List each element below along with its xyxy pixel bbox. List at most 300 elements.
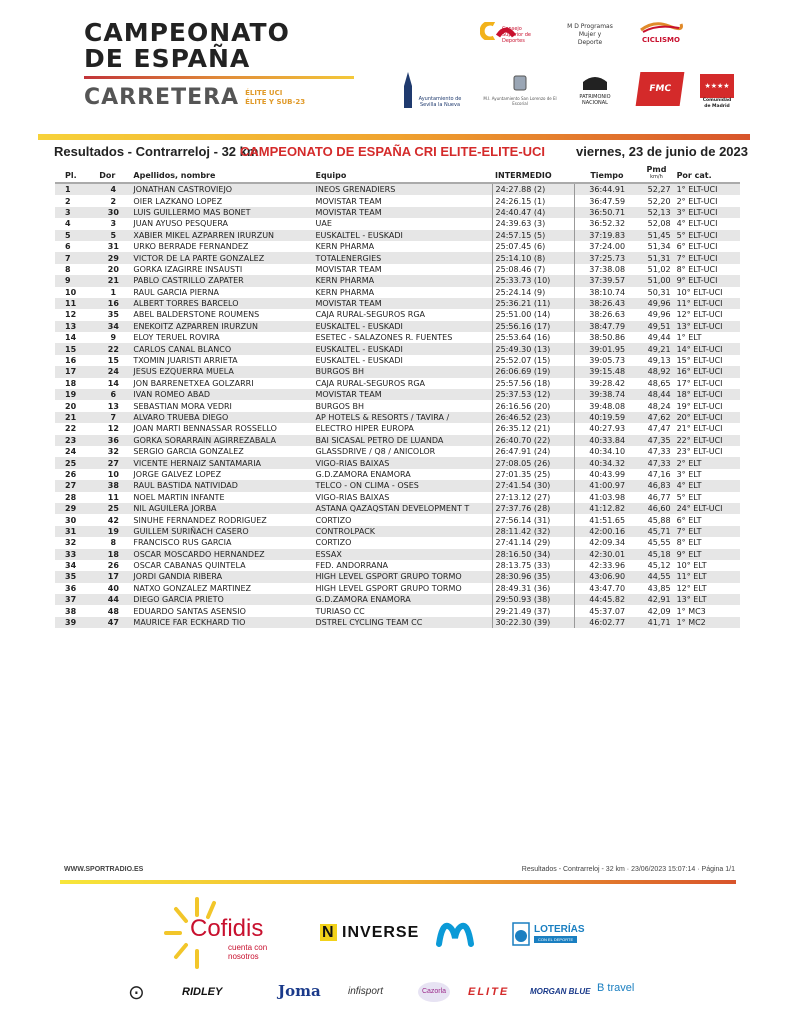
cell-category: 15° ELT-UCI — [676, 356, 723, 366]
logo-mujer-deporte: M D Programas Mujer y Deporte — [567, 23, 613, 46]
cell-rider-name: URKO BERRADE FERNANDEZ — [133, 242, 249, 252]
cell-bib: 15 — [107, 356, 119, 366]
cell-category: 1° MC2 — [674, 617, 740, 628]
cell-intermediate: 25:53.64 (16) — [492, 332, 574, 343]
cell-rider-name: OIER LAZKANO LOPEZ — [133, 196, 223, 206]
cell-intermediate: 28:11.42 (32) — [492, 526, 574, 537]
cell-avg-speed: 52,20 — [647, 196, 671, 206]
cell-time: 42:30.01 — [575, 549, 640, 560]
cell-team: AP HOTELS & RESORTS / TAVIRA / — [312, 412, 492, 423]
cell-team: VIGO-RIAS BAIXAS — [315, 492, 390, 502]
cell-avg-speed: 45,71 — [639, 526, 673, 537]
cell-time: 41:00.97 — [575, 480, 640, 491]
cell-rider-name: JON BARRENETXEA GOLZARRI — [133, 378, 254, 388]
cell-avg-speed: 51,00 — [639, 275, 673, 286]
cell-team: ASTANA QAZAQSTAN DEVELOPMENT T — [312, 503, 492, 514]
cell-category: 3° ELT — [676, 469, 702, 479]
cell-category: 9° ELT — [674, 549, 740, 560]
cell-rider-name: JUAN AYUSO PESQUERA — [133, 219, 229, 229]
cell-category: 16° ELT-UCI — [674, 366, 740, 377]
cell-time: 36:52.32 — [575, 218, 640, 229]
sponsor-joma: Joma — [278, 982, 321, 1000]
cell-avg-speed: 47,35 — [639, 435, 673, 446]
cell-time: 36:47.59 — [575, 195, 640, 206]
cell-category: 10° ELT-UCI — [676, 287, 723, 297]
cell-rider-name: ELOY TERUEL ROVIRA — [133, 333, 220, 343]
cell-rider-name: GORKA SORARRAIN AGIRREZABALA — [130, 435, 312, 446]
sponsor-ridley: RIDLEY — [182, 986, 223, 998]
cell-avg-speed: 45,88 — [647, 515, 671, 525]
table-row — [55, 605, 740, 616]
cell-intermediate: 25:51.00 (14) — [492, 309, 574, 320]
cell-position: 39 — [55, 617, 96, 628]
cell-rider-name: NOEL MARTIN INFANTE — [133, 492, 225, 502]
cell-avg-speed: 50,31 — [647, 287, 671, 297]
cell-rider-name: NATXO GONZALEZ MARTINEZ — [133, 583, 252, 593]
cell-category: 23° ELT-UCI — [676, 447, 723, 457]
cell-position: 10 — [65, 287, 77, 297]
cell-position: 17 — [55, 366, 96, 377]
cell-team: G.D.ZAMORA ENAMORA — [315, 469, 411, 479]
cell-avg-speed: 48,44 — [639, 389, 673, 400]
cell-intermediate: 27:56.14 (31) — [492, 514, 574, 525]
results-body — [55, 183, 740, 628]
cell-time: 42:33.96 — [575, 560, 640, 571]
cell-position: 19 — [55, 389, 96, 400]
cell-team: G.D.ZAMORA ENAMORA — [312, 594, 492, 605]
cell-position: 13 — [55, 321, 96, 332]
cell-team: UAE — [315, 219, 332, 229]
cell-category: 7° ELT — [674, 526, 740, 537]
cell-rider-name: SEBASTIAN MORA VEDRI — [133, 401, 232, 411]
cell-intermediate: 28:13.75 (33) — [492, 560, 574, 571]
cell-category: 13° ELT — [674, 594, 740, 605]
logo-fmc: FMC — [636, 72, 685, 106]
sponsor-elite: ELITE — [468, 986, 510, 998]
cell-category: 6° ELT-UCI — [676, 242, 718, 252]
cell-time: 39:05.73 — [575, 355, 640, 366]
cell-intermediate: 25:08.46 (7) — [492, 264, 574, 275]
cell-position: 8 — [65, 264, 71, 274]
cell-position: 22 — [65, 424, 77, 434]
cell-intermediate: 26:46.52 (23) — [492, 412, 574, 423]
cell-position: 20 — [65, 401, 77, 411]
cell-category: 4° ELT-UCI — [676, 219, 718, 229]
cell-time: 42:09.34 — [575, 537, 640, 548]
cell-intermediate: 25:33.73 (10) — [492, 275, 574, 286]
cell-time: 37:24.00 — [575, 241, 640, 252]
cell-team: EUSKALTEL - EUSKADI — [315, 356, 403, 366]
cell-position: 5 — [55, 230, 96, 241]
cell-team: MOVISTAR TEAM — [315, 264, 382, 274]
cell-bib: 32 — [107, 447, 119, 457]
cell-time: 41:03.98 — [575, 492, 640, 503]
cell-time: 41:12.82 — [575, 503, 640, 514]
sponsor-inverse: N INVERSE — [322, 924, 420, 941]
cell-rider-name: TXOMIN JUARISTI ARRIETA — [133, 356, 238, 366]
sponsor-movistar — [436, 920, 474, 953]
cell-position: 4 — [65, 219, 71, 229]
cell-time: 38:26.63 — [575, 309, 640, 320]
table-row — [55, 412, 740, 423]
cell-position: 21 — [55, 412, 96, 423]
cell-position: 28 — [65, 492, 77, 502]
cell-position: 14 — [65, 333, 77, 343]
cell-time: 36:44.91 — [575, 183, 640, 195]
cell-intermediate: 26:06.69 (19) — [492, 366, 574, 377]
table-header-row — [55, 163, 740, 183]
cell-time: 39:48.08 — [575, 400, 640, 411]
cell-avg-speed: 52,08 — [647, 219, 671, 229]
cell-position: 16 — [65, 356, 77, 366]
cell-category: 8° ELT-UCI — [676, 264, 718, 274]
speed-unit: km/h — [650, 174, 663, 180]
cell-bib: 30 — [96, 207, 130, 218]
cell-category: 12° ELT-UCI — [676, 310, 723, 320]
cell-bib: 36 — [96, 435, 130, 446]
cell-avg-speed: 49,21 — [639, 343, 673, 354]
cell-time: 42:00.16 — [575, 526, 640, 537]
cell-avg-speed: 45,55 — [647, 538, 671, 548]
col-bib: Dor — [96, 163, 130, 183]
cell-intermediate: 25:52.07 (15) — [492, 355, 574, 366]
sponsor-infisport: infisport — [348, 986, 384, 997]
cell-avg-speed: 47,16 — [647, 469, 671, 479]
table-row — [55, 298, 740, 309]
cell-rider-name: ENEKOITZ AZPARREN IRURZUN — [130, 321, 312, 332]
cell-position: 36 — [65, 583, 77, 593]
cell-bib: 18 — [96, 549, 130, 560]
cell-bib: 24 — [96, 366, 130, 377]
cell-team: MOVISTAR TEAM — [312, 298, 492, 309]
cell-rider-name: SINUHE FERNANDEZ RODRIGUEZ — [133, 515, 267, 525]
table-row — [55, 378, 740, 389]
cell-category: 21° ELT-UCI — [676, 424, 723, 434]
cell-bib: 47 — [96, 617, 130, 628]
sponsor-cazorla: Cazorla — [418, 982, 450, 1002]
cell-intermediate: 25:37.53 (12) — [492, 389, 574, 400]
table-row — [55, 435, 740, 446]
championship-title: CAMPEONATO DE ESPAÑA CRI ELITE-ELITE-UCI — [240, 144, 546, 159]
table-row — [55, 309, 740, 320]
cell-position: 2 — [65, 196, 71, 206]
cell-bib: 13 — [107, 401, 119, 411]
cell-position: 32 — [65, 538, 77, 548]
cell-bib: 4 — [96, 183, 130, 195]
cell-avg-speed: 49,13 — [647, 356, 671, 366]
cell-category: 3° ELT-UCI — [674, 207, 740, 218]
cell-team: BURGOS BH — [315, 401, 365, 411]
cell-bib: 26 — [107, 561, 119, 571]
cell-position: 37 — [55, 594, 96, 605]
cell-bib: 22 — [96, 343, 130, 354]
table-row — [55, 583, 740, 594]
table-row — [55, 264, 740, 275]
cell-rider-name: VICENTE HERNAIZ SANTAMARIA — [130, 457, 312, 468]
cell-team: ELECTRO HIPER EUROPA — [315, 424, 414, 434]
cell-intermediate: 28:30.96 (35) — [492, 571, 574, 582]
table-row — [55, 252, 740, 263]
cell-rider-name: JONATHAN CASTROVIEJO — [130, 183, 312, 195]
cell-avg-speed: 46,77 — [647, 492, 671, 502]
cell-position: 38 — [65, 606, 77, 616]
cell-intermediate: 25:49.30 (13) — [492, 343, 574, 354]
table-row — [55, 275, 740, 286]
table-row — [55, 195, 740, 206]
cell-category: 13° ELT-UCI — [674, 321, 740, 332]
cell-time: 40:33.84 — [575, 435, 640, 446]
sponsor-cofidis: Cofidis cuenta con nosotros — [162, 895, 282, 970]
cell-team: TURIASO CC — [315, 606, 365, 616]
cell-time: 40:43.99 — [575, 469, 640, 480]
results-header — [54, 142, 748, 162]
cell-bib: 20 — [107, 264, 119, 274]
cell-bib: 34 — [96, 321, 130, 332]
table-row — [55, 446, 740, 457]
cell-bib: 25 — [96, 503, 130, 514]
cell-bib: 48 — [107, 606, 119, 616]
category-elite-sub23: ÉLITE Y SUB-23 — [245, 97, 306, 106]
cell-time: 39:01.95 — [575, 343, 640, 354]
cell-team: DSTREL CYCLING TEAM CC — [312, 617, 492, 628]
cell-team: HIGH LEVEL GSPORT GRUPO TORMO — [315, 583, 462, 593]
cell-rider-name: OSCAR MOSCARDO HERNANDEZ — [130, 549, 312, 560]
cell-team: MOVISTAR TEAM — [312, 207, 492, 218]
cell-bib: 35 — [107, 310, 119, 320]
table-row — [55, 549, 740, 560]
table-row — [55, 617, 740, 628]
header-color-bar — [38, 134, 750, 140]
cell-team: FED. ANDORRANA — [315, 561, 389, 571]
cell-category: 18° ELT-UCI — [674, 389, 740, 400]
table-row — [55, 366, 740, 377]
cell-bib: 16 — [96, 298, 130, 309]
category-list — [245, 89, 305, 107]
cell-category: 5° ELT — [676, 492, 702, 502]
cell-rider-name: GUILLEM SURIÑACH CASERO — [130, 526, 312, 537]
cell-avg-speed: 41,71 — [639, 617, 673, 628]
cell-bib: 7 — [96, 412, 130, 423]
cell-rider-name: NIL AGUILERA JORBA — [130, 503, 312, 514]
cell-avg-speed: 47,33 — [639, 457, 673, 468]
cell-time: 43:06.90 — [575, 571, 640, 582]
cell-avg-speed: 47,47 — [647, 424, 671, 434]
cell-rider-name: RAUL BASTIDA NATIVIDAD — [130, 480, 312, 491]
rfec-wave-icon — [639, 20, 683, 34]
table-row — [55, 400, 740, 411]
logo-comunidad-madrid: ★★★★ Comunidad de Madrid — [700, 74, 734, 114]
cell-bib: 19 — [96, 526, 130, 537]
coat-of-arms-icon — [513, 72, 527, 92]
cell-intermediate: 27:01.35 (25) — [492, 469, 574, 480]
cell-avg-speed: 49,51 — [639, 321, 673, 332]
cell-intermediate: 27:37.76 (28) — [492, 503, 574, 514]
cell-category: 14° ELT-UCI — [674, 343, 740, 354]
crown-icon — [580, 74, 610, 92]
cell-team: KERN PHARMA — [315, 287, 375, 297]
cell-category: 20° ELT-UCI — [674, 412, 740, 423]
cell-category: 1° ELT — [676, 333, 702, 343]
cell-avg-speed: 47,62 — [639, 412, 673, 423]
cell-avg-speed: 48,24 — [647, 401, 671, 411]
cell-position: 12 — [65, 310, 77, 320]
cell-position: 3 — [55, 207, 96, 218]
cell-bib: 29 — [96, 252, 130, 263]
cell-bib: 1 — [110, 287, 117, 297]
table-row — [55, 537, 740, 548]
cell-team: INEOS GRENADIERS — [312, 183, 492, 195]
cell-position: 1 — [55, 183, 96, 195]
cell-time: 41:51.65 — [575, 514, 640, 525]
race-date: viernes, 23 de junio de 2023 — [576, 144, 748, 159]
table-row — [55, 332, 740, 343]
cell-intermediate: 24:39.63 (3) — [492, 218, 574, 229]
cell-time: 37:25.73 — [575, 252, 640, 263]
cell-category: 11° ELT — [674, 571, 740, 582]
col-team: Equipo — [312, 163, 492, 183]
cell-team: CORTIZO — [315, 538, 352, 548]
cell-position: 33 — [55, 549, 96, 560]
cell-team: TELCO - ON CLIMA - OSES — [312, 480, 492, 491]
cell-category: 4° ELT — [674, 480, 740, 491]
results-table — [55, 163, 740, 628]
cell-bib: 5 — [96, 230, 130, 241]
table-row — [55, 321, 740, 332]
cell-bib: 2 — [110, 196, 117, 206]
cell-avg-speed: 51,02 — [647, 264, 671, 274]
cell-team: CONTROLPACK — [312, 526, 492, 537]
cell-intermediate: 27:41.54 (30) — [492, 480, 574, 491]
logo-patrimonio-nacional: PATRIMONIO NACIONAL — [570, 74, 620, 114]
cell-rider-name: VICTOR DE LA PARTE GONZALEZ — [130, 252, 312, 263]
cell-time: 45:37.07 — [575, 605, 640, 616]
cell-rider-name: JORDI GANDIA RIBERA — [130, 571, 312, 582]
cell-time: 43:47.70 — [575, 583, 640, 594]
table-row — [55, 389, 740, 400]
cell-avg-speed: 51,45 — [639, 230, 673, 241]
madrid-stars-icon: ★★★★ — [700, 74, 734, 98]
cell-bib: 40 — [107, 583, 119, 593]
cell-intermediate: 24:27.88 (2) — [492, 183, 574, 195]
table-row — [55, 343, 740, 354]
col-category: Por cat. — [674, 163, 740, 183]
cell-category: 19° ELT-UCI — [676, 401, 723, 411]
cell-time: 40:19.59 — [575, 412, 640, 423]
cell-category: 17° ELT-UCI — [676, 378, 723, 388]
cell-rider-name: EDUARDO SANTAS ASENSIO — [133, 606, 246, 616]
cell-category: 9° ELT-UCI — [674, 275, 740, 286]
table-row — [55, 207, 740, 218]
cell-rider-name: JOAN MARTI BENNASSAR ROSSELLO — [133, 424, 277, 434]
cell-position: 29 — [55, 503, 96, 514]
cell-avg-speed: 49,96 — [647, 310, 671, 320]
cell-time: 38:47.79 — [575, 321, 640, 332]
cell-category: 8° ELT — [676, 538, 702, 548]
cell-category: 6° ELT — [676, 515, 702, 525]
cell-position: 23 — [55, 435, 96, 446]
cell-bib: 6 — [96, 389, 130, 400]
cell-intermediate: 29:21.49 (37) — [492, 605, 574, 616]
cell-position: 9 — [55, 275, 96, 286]
cell-team: MOVISTAR TEAM — [315, 196, 382, 206]
cell-avg-speed: 48,65 — [647, 378, 671, 388]
cell-intermediate: 27:13.12 (27) — [492, 492, 574, 503]
cell-bib: 17 — [96, 571, 130, 582]
cell-team: VIGO-RIAS BAIXAS — [312, 457, 492, 468]
cell-team: EUSKALTEL - EUSKADI — [312, 230, 492, 241]
cell-category: 11° ELT-UCI — [674, 298, 740, 309]
cell-category: 10° ELT — [676, 561, 707, 571]
cell-rider-name: PABLO CASTRILLO ZAPATER — [130, 275, 312, 286]
cell-team: EUSKALTEL - EUSKADI — [312, 321, 492, 332]
sponsor-b-travel: B travel — [597, 982, 635, 994]
cell-time: 40:34.10 — [575, 446, 640, 457]
cell-position: 30 — [65, 515, 77, 525]
cell-team: KERN PHARMA — [312, 275, 492, 286]
movistar-m-icon — [436, 920, 474, 948]
cell-category: 7° ELT-UCI — [674, 252, 740, 263]
cell-time: 44:45.82 — [575, 594, 640, 605]
cell-category: 1° ELT-UCI — [674, 183, 740, 195]
cell-position: 35 — [55, 571, 96, 582]
cell-intermediate: 25:07.45 (6) — [492, 241, 574, 252]
cell-team: MOVISTAR TEAM — [312, 389, 492, 400]
cell-position: 11 — [55, 298, 96, 309]
cell-bib: 12 — [107, 424, 119, 434]
cell-time: 37:38.08 — [575, 264, 640, 275]
cell-category: 22° ELT-UCI — [674, 435, 740, 446]
cell-rider-name: FRANCISCO RUS GARCIA — [133, 538, 232, 548]
cell-intermediate: 24:40.47 (4) — [492, 207, 574, 218]
cell-category: 12° ELT — [676, 583, 707, 593]
cell-intermediate: 25:36.21 (11) — [492, 298, 574, 309]
table-row — [55, 526, 740, 537]
cell-team: GLASSDRIVE / Q8 / ANICOLOR — [315, 447, 436, 457]
cell-team: EUSKALTEL - EUSKADI — [312, 343, 492, 354]
cell-bib: 9 — [110, 333, 117, 343]
cell-category: 2° ELT-UCI — [676, 196, 718, 206]
cell-position: 18 — [65, 378, 77, 388]
cell-rider-name: OSCAR CABANAS QUINTELA — [133, 561, 246, 571]
logo-rfec: CICLISMO — [636, 20, 686, 48]
cell-avg-speed: 46,83 — [639, 480, 673, 491]
table-row — [55, 480, 740, 491]
cell-avg-speed: 42,91 — [639, 594, 673, 605]
cell-intermediate: 27:08.05 (26) — [492, 457, 574, 468]
cell-intermediate: 28:16.50 (34) — [492, 549, 574, 560]
title-divider — [84, 76, 354, 79]
cell-avg-speed: 42,09 — [647, 606, 671, 616]
cell-time: 39:15.48 — [575, 366, 640, 377]
table-row — [55, 355, 740, 366]
category-elite-uci: ÉLITE UCI — [245, 88, 283, 97]
cell-category: 2° ELT — [674, 457, 740, 468]
cell-position: 7 — [55, 252, 96, 263]
logo-san-lorenzo: M.I. Ayuntamiento San Lorenzo de El Escorial — [480, 72, 560, 112]
cell-rider-name: LUIS GUILLERMO MAS BONET — [130, 207, 312, 218]
table-row — [55, 241, 740, 252]
cell-rider-name: MAURICE FAR ECKHARD TIO — [130, 617, 312, 628]
cell-intermediate: 26:16.56 (20) — [492, 400, 574, 411]
cell-position: 26 — [65, 469, 77, 479]
cell-intermediate: 28:49.31 (36) — [492, 583, 574, 594]
table-row — [55, 571, 740, 582]
table-row — [55, 492, 740, 503]
cell-rider-name: CARLOS CANAL BLANCO — [130, 343, 312, 354]
cell-time: 40:27.93 — [575, 423, 640, 434]
col-time: Tiempo — [575, 163, 640, 183]
cell-position: 27 — [55, 480, 96, 491]
